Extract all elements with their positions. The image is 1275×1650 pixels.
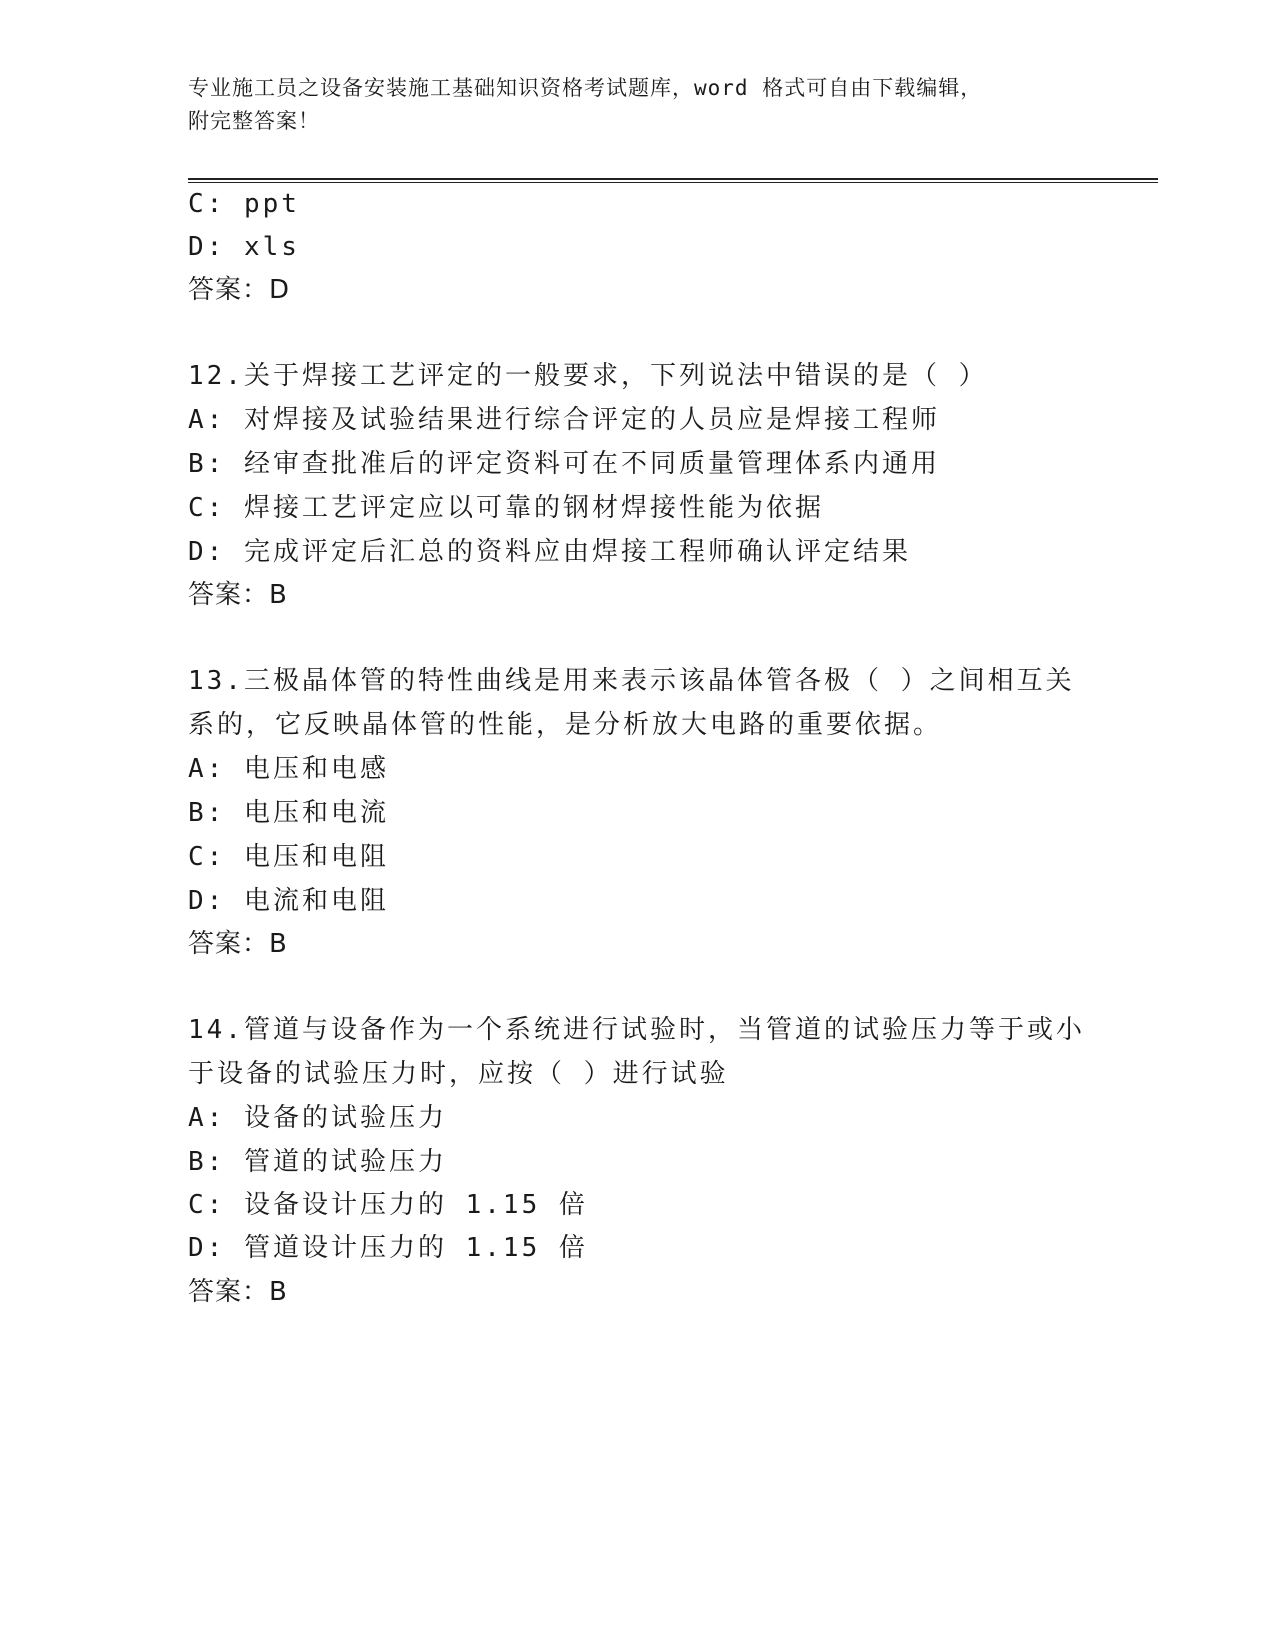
question-14-option-a: A: 设备的试验压力 xyxy=(188,1103,447,1133)
document-header xyxy=(188,72,1088,138)
question-12-option-a: A: 对焊接及试验结果进行综合评定的人员应是焊接工程师 xyxy=(188,405,940,435)
question-13-option-a: A: 电压和电感 xyxy=(188,754,389,784)
question-14-stem-line-2: 于设备的试验压力时，应按（ ）进行试验 xyxy=(188,1059,729,1089)
question-12-option-b: B: 经审查批准后的评定资料可在不同质量管理体系内通用 xyxy=(188,449,940,479)
question-12-answer: 答案：B xyxy=(188,580,288,610)
question-13-stem-line-1: 13.三极晶体管的特性曲线是用来表示该晶体管各极（ ）之间相互关 xyxy=(188,666,1075,696)
question-13-option-d: D: 电流和电阻 xyxy=(188,886,389,916)
header-divider xyxy=(188,178,1158,183)
question-14-stem-line-1: 14.管道与设备作为一个系统进行试验时，当管道的试验压力等于或小 xyxy=(188,1015,1085,1045)
option-c: C: ppt xyxy=(188,189,300,219)
question-13-stem-line-2: 系的，它反映晶体管的性能，是分析放大电路的重要依据。 xyxy=(188,710,943,740)
question-13-option-b: B: 电压和电流 xyxy=(188,798,389,828)
question-12-option-d: D: 完成评定后汇总的资料应由焊接工程师确认评定结果 xyxy=(188,537,911,567)
question-12-option-c: C: 焊接工艺评定应以可靠的钢材焊接性能为依据 xyxy=(188,493,824,523)
question-14-option-d: D: 管道设计压力的 1.15 倍 xyxy=(188,1233,588,1263)
question-13-answer: 答案：B xyxy=(188,929,288,959)
question-12-stem: 12.关于焊接工艺评定的一般要求，下列说法中错误的是（ ） xyxy=(188,361,988,391)
answer-line: 答案：D xyxy=(188,275,291,305)
header-line-2: 附完整答案！ xyxy=(188,109,320,133)
option-d: D: xls xyxy=(188,232,300,262)
question-14-option-b: B: 管道的试验压力 xyxy=(188,1147,447,1177)
header-line-1: 专业施工员之设备安装施工基础知识资格考试题库，word 格式可自由下载编辑， xyxy=(188,76,983,100)
question-13-option-c: C: 电压和电阻 xyxy=(188,842,389,872)
question-14-answer: 答案：B xyxy=(188,1277,288,1307)
question-14-option-c: C: 设备设计压力的 1.15 倍 xyxy=(188,1190,588,1220)
